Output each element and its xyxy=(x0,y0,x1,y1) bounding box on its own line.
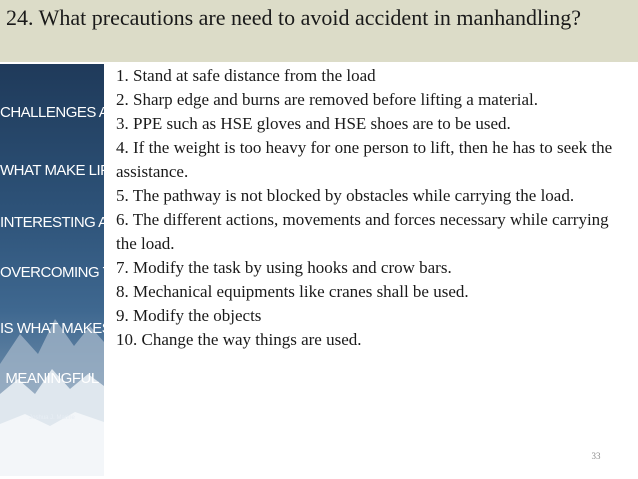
list-item: 4. If the weight is too heavy for one person to lift, then he has to seek the assistance. xyxy=(116,138,613,181)
list-item: 6. The different actions, movements and forces necessary while carrying the load. xyxy=(116,210,609,253)
list-item: 9. Modify the objects xyxy=(116,306,262,325)
list-item: 5. The pathway is not blocked by obstacles while carrying the load. xyxy=(116,186,575,205)
list-item: 3. PPE such as HSE gloves and HSE shoes are to be used. xyxy=(116,114,511,133)
quote-line-1: CHALLENGES ARE xyxy=(0,104,129,121)
quote-line-2: WHAT MAKE LIFE xyxy=(0,162,119,179)
list-item: 7. Modify the task by using hooks and crow bars. xyxy=(116,258,452,277)
list-item: 10. Change the way things are used. xyxy=(116,330,362,349)
slide-number: 33 xyxy=(591,451,601,461)
list-item: 8. Mechanical equipments like cranes shall be used. xyxy=(116,282,469,301)
title-band xyxy=(0,0,638,62)
list-item: 2. Sharp edge and burns are removed before lifting a material. xyxy=(116,90,539,109)
precautions-list xyxy=(116,64,621,352)
quote-line-3: INTERESTING AND xyxy=(0,214,129,231)
list-item: 1. Stand at safe distance from the load xyxy=(116,66,376,85)
quote-author: Joshua J. Marine xyxy=(29,415,75,421)
motivational-image xyxy=(0,64,145,476)
quote-line-6: MEANINGFUL xyxy=(5,370,99,387)
slide-title: 24. What precautions are need to avoid accident in manhandling? xyxy=(6,5,582,30)
quote-line-5: IS WHAT MAKES LIFE xyxy=(0,320,145,337)
quote-line-4: OVERCOMING THEM xyxy=(0,264,144,281)
